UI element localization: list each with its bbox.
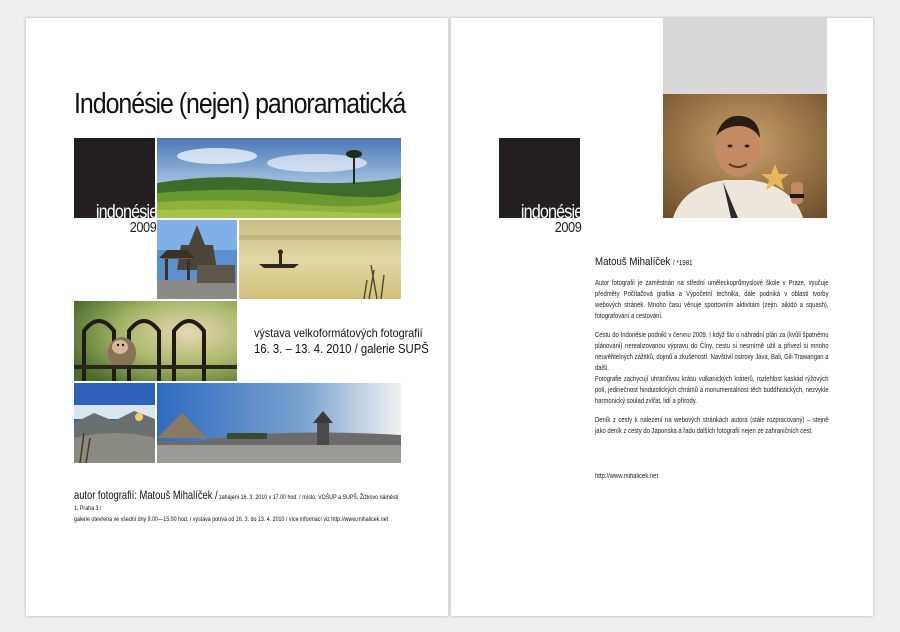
photo-monkey: [74, 301, 237, 381]
footer-author: autor fotografií: Matouš Mihalíček /: [74, 488, 218, 502]
poster-page: [26, 18, 448, 616]
photo-volcano-crater: [74, 383, 155, 463]
poster-title: Indonésie (nejen) panoramatická: [74, 88, 406, 120]
author-bio: [595, 278, 829, 445]
author-heading: [595, 256, 797, 268]
exhibition-info: [254, 325, 429, 357]
logo-word: indonésie: [520, 202, 582, 223]
footer-details-1: zahájení 16. 3. 2010 v 17.00 hod. / místo: VOŠUP a SUPŠ, Žižkovo náměstí 1, Praha 3 /: [74, 494, 399, 512]
author-name: Matouš Mihalíček: [595, 256, 671, 268]
photo-temple: [157, 220, 237, 299]
bio-paragraph: Autor fotografií je zaměstnán na střední uměleckoprůmyslové škole v Praze, vyučuje předměty Počítačová grafika a Výpočetní technika, dále podniká v oblasti tvorby webových stránek. Mnoho času věnuje sportovním aktivitám (zejm. aikidó a squash), fotografování a cestování.: [595, 280, 829, 320]
gray-placeholder: [663, 18, 827, 94]
photo-misty-boat: [239, 220, 401, 299]
logo-block: [74, 138, 157, 236]
exhibition-dates: 16. 3. – 13. 4. 2010 / galerie SUPŠ: [254, 341, 429, 356]
bio-paragraph: Fotografie zachycují uhrančivou krásu vulkanických kráterů, rozlehlost kaskád rýžových polí, jedinečnost hinduistických chrámů a monumentálnost těch buddhistických, nezvykle harmonický soulad zvířat, lidí a přírody.: [595, 376, 829, 405]
bio-paragraph: Cestu do Indonésie podnikl v červnu 2009. I když šlo o náhradní plán za (kvůli špatnému plánování) nerealizovanou výpravu do Číny, cestu si nesmírně užil a přivezl si mnoho neuvěřitelných zážitků, dojmů a zkušeností. Navštívil ostrovy Jáva, Bali, Gili Trawangan a další.: [595, 332, 829, 372]
author-website-link[interactable]: http://www.mihalicek.net: [595, 473, 659, 480]
photo-bromo-panorama: [157, 383, 401, 463]
logo-year: 2009: [554, 219, 581, 236]
bio-paragraph: Deník z cesty k nalezení na webových stránkách autora (stále rozpracovaný) – stejně jako deník z cesty do Japonska a řadu dalších fotografií nejen ze zahraničních cest.: [595, 417, 829, 435]
logo-block: [499, 138, 582, 236]
logo-year: 2009: [129, 219, 156, 236]
photo-rice-terraces: [157, 138, 401, 218]
exhibition-subtitle: výstava velkoformátových fotografií: [254, 326, 423, 340]
author-page: [451, 18, 873, 616]
footer-details-2: galerie otevřena ve všední dny 9.00—15.00 hod. / výstava potrvá od 16. 3. do 13. 4. 2010 / více informací viz http://www.mihalicek.net: [74, 516, 389, 523]
author-birth-year: / *1981: [673, 260, 693, 267]
poster-footer: [74, 490, 402, 525]
photo-author-portrait: [663, 94, 827, 218]
logo-word: indonésie: [95, 202, 157, 223]
